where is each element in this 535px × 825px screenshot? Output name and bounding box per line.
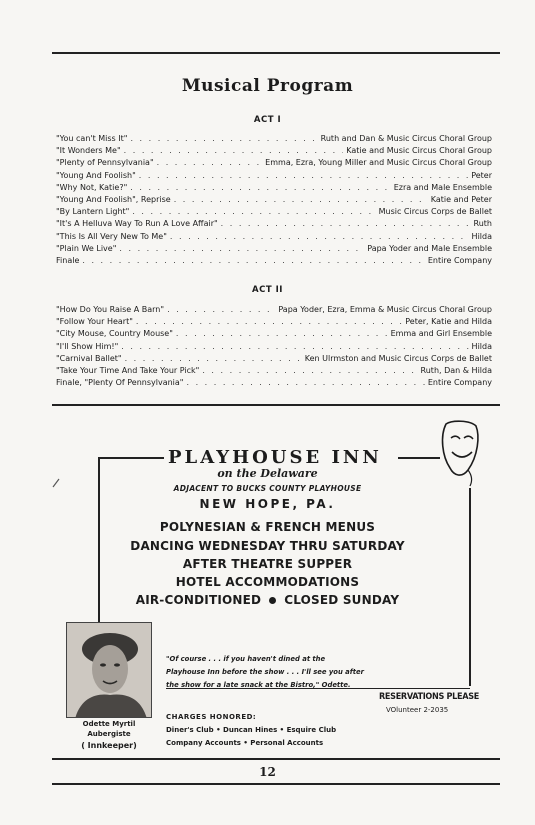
phone-number: VOlunteer 2-2035: [386, 706, 449, 714]
dot-leader: [121, 341, 468, 353]
program-row: [56, 145, 492, 157]
performers: Emma and Girl Ensemble: [390, 329, 492, 339]
act-2-heading: ACT II: [252, 285, 283, 295]
performers: Entire Company: [427, 378, 492, 388]
program-row: [56, 316, 492, 328]
dot-leader: [167, 304, 275, 316]
song-title: "You can't Miss It": [56, 134, 128, 143]
song-title: "Plain We Live": [56, 243, 117, 253]
performers: Peter: [471, 170, 492, 180]
performers: Katie and Peter: [430, 194, 492, 204]
charges-honored: [166, 711, 336, 750]
performers: Hilda: [471, 231, 492, 241]
performers: Peter, Katie and Hilda: [405, 317, 492, 327]
song-title: "Why Not, Katie?": [56, 182, 128, 192]
program-row: [56, 341, 492, 353]
program-row: [56, 206, 492, 218]
dot-leader: [174, 194, 428, 206]
dot-leader: [176, 328, 388, 340]
program-row: [56, 328, 492, 340]
bullet-icon: [269, 597, 276, 604]
program-row: [56, 304, 492, 316]
act-2-program: [56, 304, 492, 389]
ad-line-menus: POLYNESIAN & FRENCH MENUS: [159, 520, 376, 534]
portrait-image: [67, 623, 152, 718]
performers: Ken Ulrmston and Music Circus Corps de Ballet: [304, 353, 492, 363]
program-row: [56, 133, 492, 145]
footer-rule: [52, 783, 500, 785]
dot-leader: [139, 170, 468, 182]
ad-line-air: [0, 593, 535, 607]
ad-closed-sunday: CLOSED SUNDAY: [284, 593, 400, 607]
performers: Ruth and Dan & Music Circus Choral Group: [320, 134, 492, 143]
top-rule: [52, 52, 500, 54]
performers: Papa Yoder, Ezra, Emma & Music Circus Choral Group: [278, 305, 492, 314]
charges-heading: CHARGES HONORED:: [166, 713, 257, 721]
charges-line-1: Diner's Club • Duncan Hines • Esquire Club: [166, 726, 337, 734]
dot-leader: [82, 255, 425, 267]
song-title: "It Wonders Me": [56, 146, 121, 156]
program-row: [56, 218, 492, 230]
ad-air-conditioned: AIR-CONDITIONED: [135, 593, 262, 607]
program-row: [56, 377, 492, 389]
dot-leader: [130, 133, 317, 145]
dot-leader: [136, 316, 402, 328]
bottom-rule: [52, 758, 500, 760]
dot-leader: [132, 206, 375, 218]
performers: Ruth: [473, 219, 492, 229]
song-title: "It's A Helluva Way To Run A Love Affair": [56, 219, 218, 229]
dot-leader: [170, 231, 469, 243]
performers: Entire Company: [427, 255, 492, 265]
odette-quote: "Of course . . . if you haven't dined at the Playhouse Inn before the show . . . I'll see you after the show for a late snack at the Bistro," Odette.: [166, 655, 364, 689]
act-1-program: [56, 133, 492, 267]
act-1-heading: ACT I: [253, 115, 282, 125]
program-row: [56, 243, 492, 255]
song-title: "This Is All Very New To Me": [56, 231, 167, 241]
performers: Hilda: [471, 341, 492, 351]
dot-leader: [119, 243, 364, 255]
dot-leader: [186, 377, 424, 389]
ad-top-rule: [52, 404, 500, 406]
inn-tagline: on the Delaware: [217, 467, 318, 480]
program-row: [56, 231, 492, 243]
ad-frame-top-left: [98, 457, 164, 459]
program-row: [56, 194, 492, 206]
dot-leader: [124, 145, 344, 157]
performers: Music Circus Corps de Ballet: [378, 207, 492, 217]
song-title: Finale: [56, 255, 80, 265]
ad-frame-top-right: [398, 457, 440, 459]
song-title: "I'll Show Him!": [56, 341, 119, 351]
program-row: [56, 170, 492, 182]
song-title: "Carnival Ballet": [56, 353, 122, 363]
page-number: 12: [259, 765, 276, 779]
page-title: Musical Program: [181, 76, 354, 96]
dot-leader: [130, 182, 390, 194]
performers: Katie and Music Circus Choral Group: [346, 146, 492, 156]
song-title: "Take Your Time And Take Your Pick": [56, 365, 200, 375]
song-title: "How Do You Raise A Barn": [56, 305, 165, 314]
program-row: [56, 157, 492, 169]
caption-note: ( Innkeeper): [81, 741, 137, 750]
dot-leader: [125, 353, 302, 365]
program-row: [56, 365, 492, 377]
song-title: "Plenty of Pennsylvania": [56, 158, 154, 168]
dot-leader: [221, 218, 471, 230]
performers: Ezra and Male Ensemble: [393, 182, 492, 192]
program-row: [56, 353, 492, 365]
song-title: "Follow Your Heart": [56, 317, 133, 327]
ad-line-dancing: DANCING WEDNESDAY THRU SATURDAY: [130, 539, 405, 553]
inn-name: PLAYHOUSE INN: [168, 447, 382, 468]
dot-leader: [157, 157, 263, 169]
performers: Emma, Ezra, Young Miller and Music Circus Choral Group: [265, 158, 492, 168]
charges-line-2: Company Accounts • Personal Accounts: [166, 739, 324, 747]
inn-adjacent: ADJACENT TO BUCKS COUNTY PLAYHOUSE: [173, 484, 362, 493]
innkeeper-photo: [66, 622, 152, 718]
ad-line-hotel: HOTEL ACCOMMODATIONS: [175, 575, 360, 589]
song-title: "City Mouse, Country Mouse": [56, 329, 173, 339]
program-row: [56, 255, 492, 267]
song-title: Finale, "Plenty Of Pennsylvania": [56, 378, 184, 388]
caption-role: Aubergiste: [87, 730, 131, 738]
song-title: "Young And Foolish": [56, 170, 136, 180]
inn-town: NEW HOPE, PA.: [199, 497, 336, 511]
reservations-label: RESERVATIONS PLEASE: [379, 692, 479, 702]
song-title: "By Lantern Light": [56, 207, 130, 217]
caption-name: Odette Myrtil: [82, 720, 136, 728]
dot-leader: [202, 365, 417, 377]
program-row: [56, 182, 492, 194]
performers: Papa Yoder and Male Ensemble: [367, 243, 492, 253]
song-title: "Young And Foolish", Reprise: [56, 194, 171, 204]
ad-line-supper: AFTER THEATRE SUPPER: [182, 557, 353, 571]
performers: Ruth, Dan & Hilda: [420, 365, 492, 375]
